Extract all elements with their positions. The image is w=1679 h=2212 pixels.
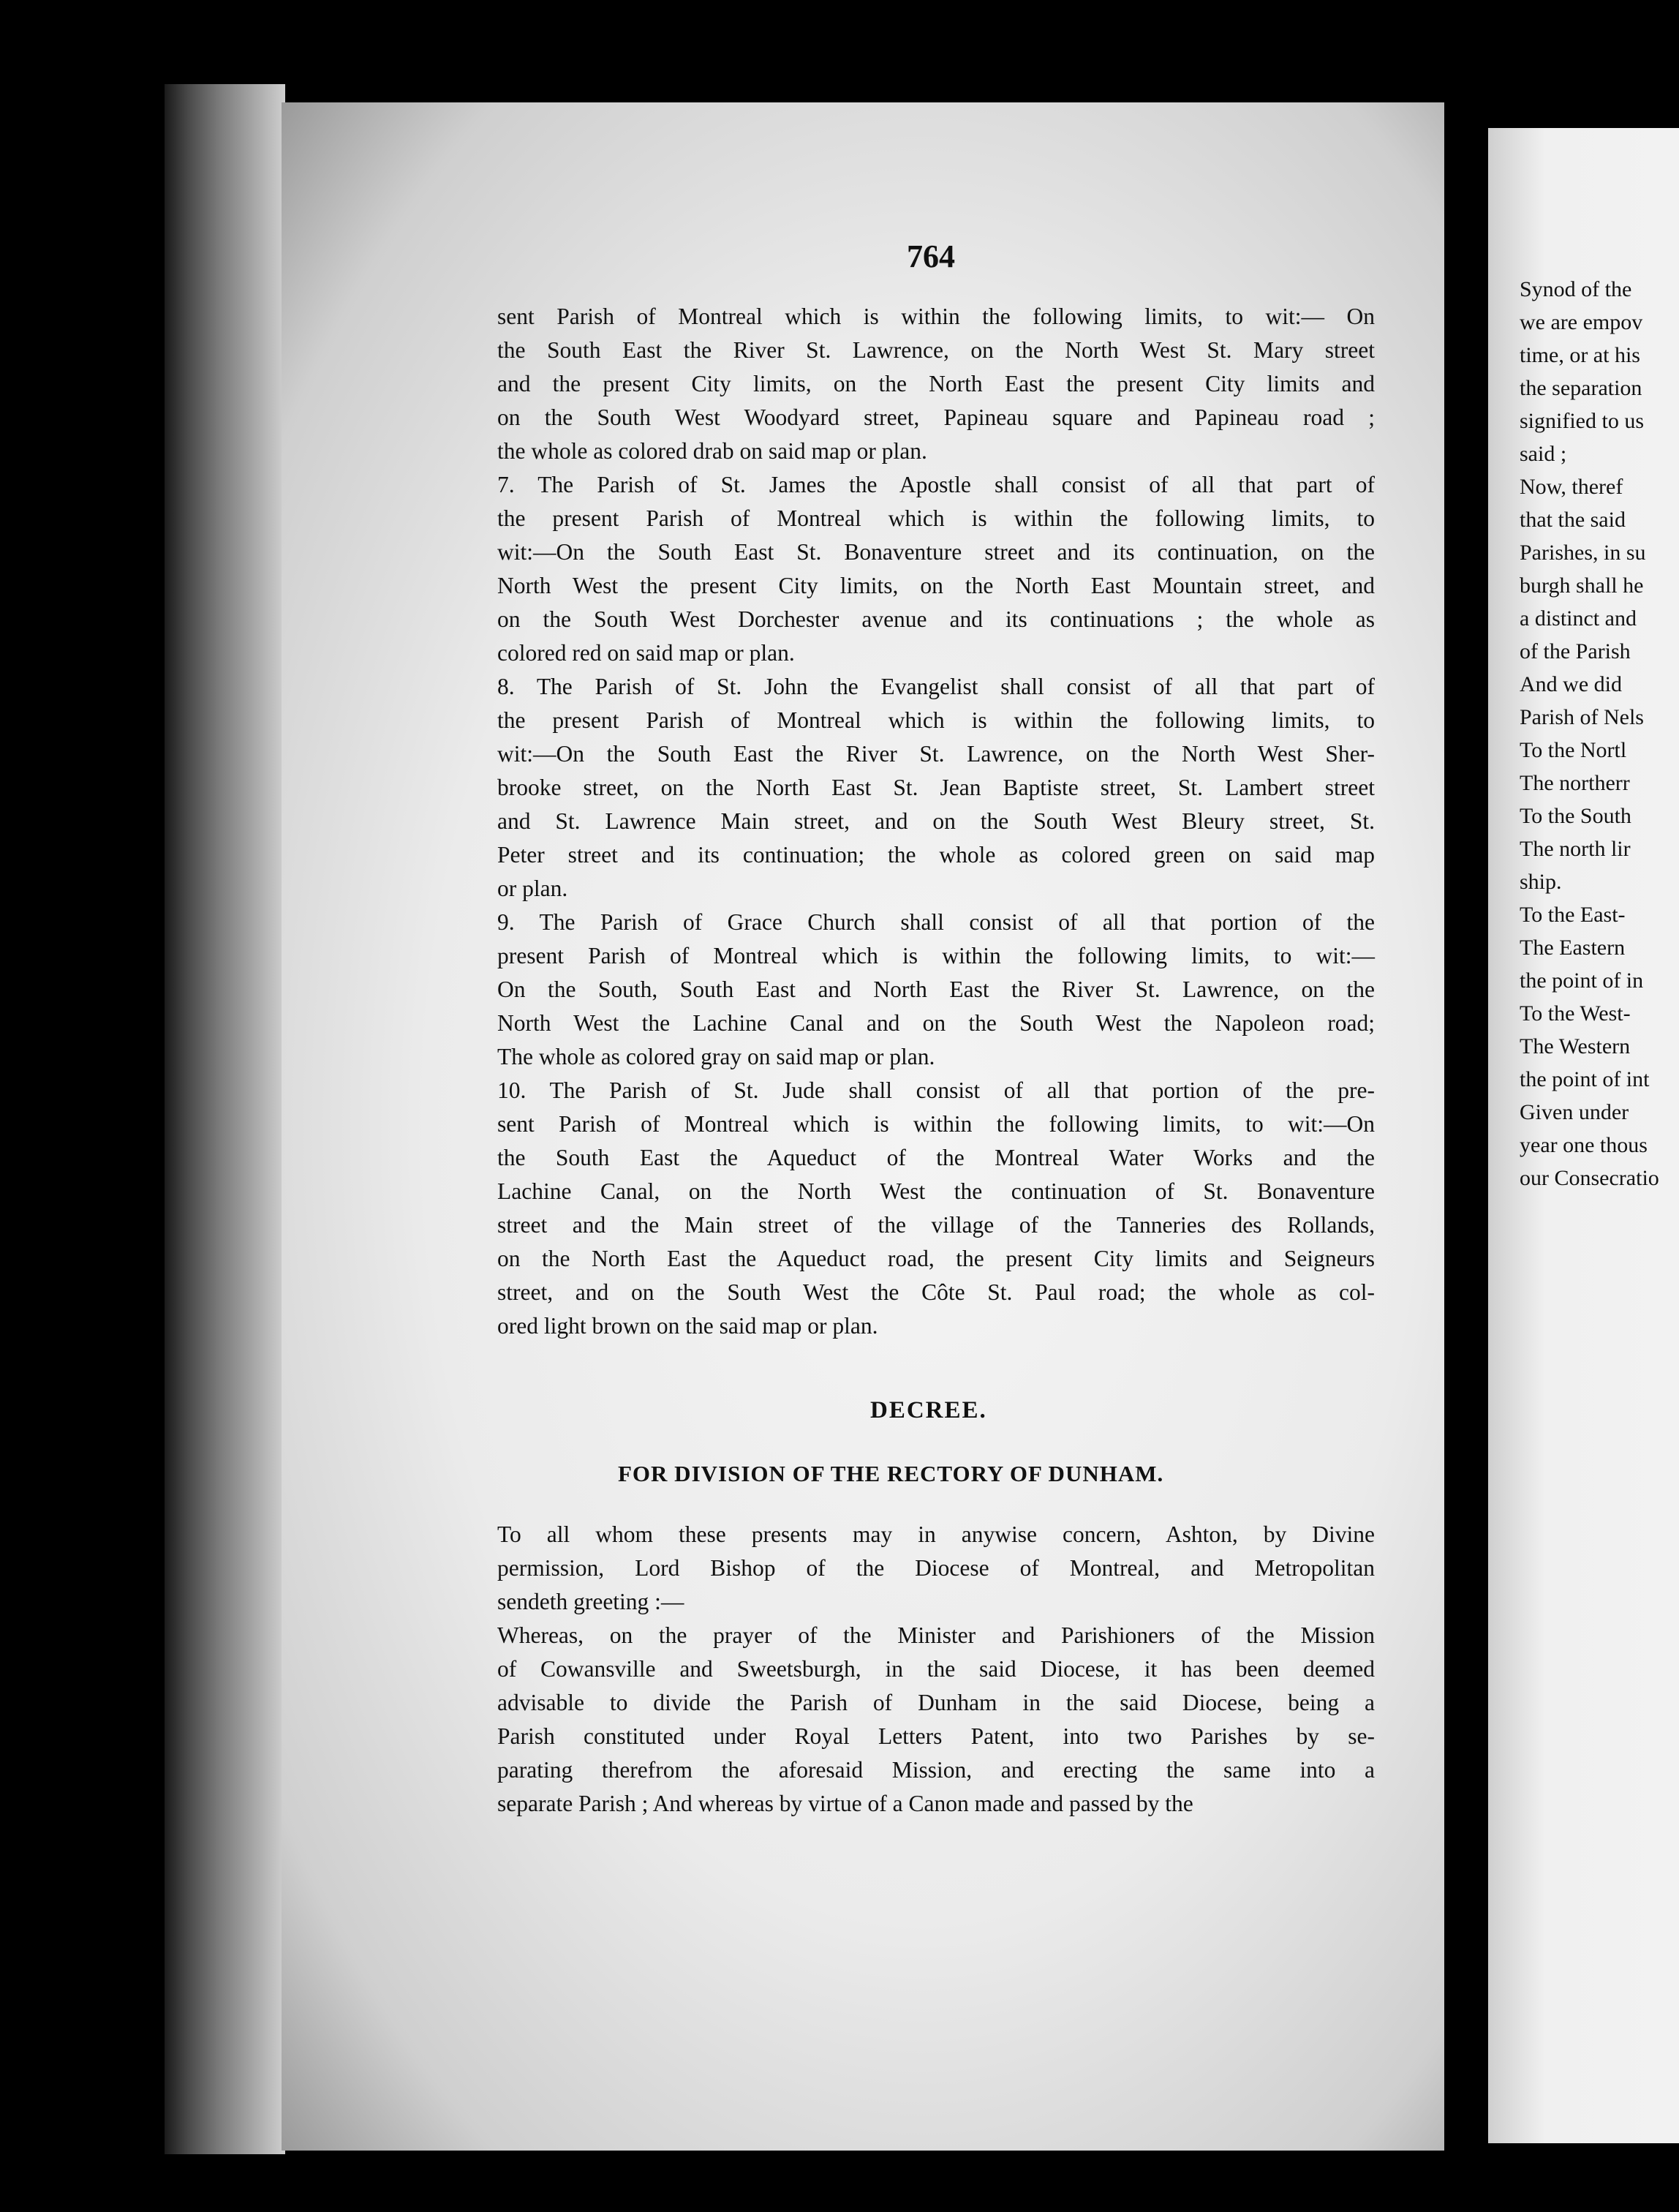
text-line: the present Parish of Montreal which is within the following limits, to <box>497 505 1375 531</box>
text-line: Parish constituted under Royal Letters Patent, into two Parishes by se- <box>497 1723 1375 1749</box>
page-gutter <box>1444 102 1488 2151</box>
book-binding <box>165 84 285 2154</box>
text-line: ship. <box>1520 870 1562 894</box>
text-line: signified to us <box>1520 409 1644 433</box>
text-line: The whole as colored gray on said map or plan. <box>497 1044 935 1069</box>
text-line: the present Parish of Montreal which is within the following limits, to <box>497 707 1375 733</box>
text-line: that the said <box>1520 508 1626 532</box>
text-line: of the Parish <box>1520 639 1631 663</box>
text-line: on the North East the Aqueduct road, the present City limits and Seigneurs <box>497 1246 1375 1271</box>
text-line: the whole as colored drab on said map or plan. <box>497 438 927 464</box>
text-line: on the South West Woodyard street, Papineau square and Papineau road ; <box>497 405 1375 430</box>
text-line: said ; <box>1520 442 1567 466</box>
text-line: permission, Lord Bishop of the Diocese of Montreal, and Metropolitan <box>497 1555 1375 1581</box>
text-line: the South East the Aqueduct of the Montreal Water Works and the <box>497 1145 1375 1170</box>
text-line: The Eastern <box>1520 936 1626 960</box>
text-line: 7. The Parish of St. James the Apostle shall consist of all that part of <box>497 472 1375 497</box>
text-line: wit:—On the South East St. Bonaventure street and its continuation, on the <box>497 539 1375 565</box>
text-line: 10. The Parish of St. Jude shall consist of all that portion of the pre- <box>497 1077 1375 1103</box>
text-line: To all whom these presents may in anywise concern, Ashton, by Divine <box>497 1521 1375 1547</box>
text-line: Given under <box>1520 1100 1629 1124</box>
text-line: Whereas, on the prayer of the Minister and Parishioners of the Mission <box>497 1622 1375 1648</box>
text-line: sent Parish of Montreal which is within the following limits, to wit:— On <box>497 304 1375 329</box>
text-line: a distinct and <box>1520 606 1637 631</box>
text-line: sent Parish of Montreal which is within the following limits, to wit:—On <box>497 1111 1375 1137</box>
text-line: The Western <box>1520 1034 1631 1058</box>
body-text-top <box>497 300 1375 1343</box>
text-line: year one thous <box>1520 1133 1648 1157</box>
text-line: North West the present City limits, on the North East Mountain street, and <box>497 573 1375 598</box>
text-line: and the present City limits, on the North East the present City limits and <box>497 371 1375 396</box>
text-line: 8. The Parish of St. John the Evangelist shall consist of all that part of <box>497 674 1375 699</box>
text-line: we are empov <box>1520 310 1643 334</box>
text-line: Now, theref <box>1520 475 1623 499</box>
text-line: The north lir <box>1520 837 1631 861</box>
text-line: To the South <box>1520 804 1631 828</box>
text-line: on the South West Dorchester avenue and its continuations ; the whole as <box>497 606 1375 632</box>
text-line: the point of in <box>1520 968 1644 993</box>
page-number: 764 <box>907 238 955 274</box>
text-line: ored light brown on the said map or plan. <box>497 1313 878 1339</box>
text-line: Lachine Canal, on the North West the continuation of St. Bonaventure <box>497 1178 1375 1204</box>
text-line: Parishes, in su <box>1520 541 1646 565</box>
decree-heading: DECREE. <box>870 1397 987 1423</box>
text-line: To the Nortl <box>1520 738 1627 762</box>
text-line: burgh shall he <box>1520 573 1644 598</box>
text-line: colored red on said map or plan. <box>497 640 795 666</box>
text-line: North West the Lachine Canal and on the South West the Napoleon road; <box>497 1010 1375 1036</box>
text-line: To the East- <box>1520 903 1626 927</box>
text-line: separate Parish ; And whereas by virtue of a Canon made and passed by the <box>497 1791 1193 1816</box>
text-line: And we did <box>1520 672 1622 696</box>
text-line: Synod of the <box>1520 277 1632 301</box>
text-line: Peter street and its continuation; the whole as colored green on said map <box>497 842 1375 868</box>
text-line: Parish of Nels <box>1520 705 1644 729</box>
text-line: or plan. <box>497 876 568 901</box>
text-line: The northerr <box>1520 771 1630 795</box>
decree-subheading: FOR DIVISION OF THE RECTORY OF DUNHAM. <box>618 1461 1164 1486</box>
text-line: time, or at his <box>1520 343 1640 367</box>
text-line: street and the Main street of the village of the Tanneries des Rollands, <box>497 1212 1375 1238</box>
text-line: advisable to divide the Parish of Dunham in the said Diocese, being a <box>497 1690 1375 1715</box>
text-line: the South East the River St. Lawrence, on the North West St. Mary street <box>497 337 1375 363</box>
text-line: wit:—On the South East the River St. Lawrence, on the North West Sher- <box>497 741 1375 767</box>
text-line: the point of int <box>1520 1067 1650 1091</box>
right-page-text <box>1520 273 1659 1195</box>
text-line: and St. Lawrence Main street, and on the South West Bleury street, St. <box>497 808 1375 834</box>
text-line: To the West- <box>1520 1001 1631 1026</box>
text-line: brooke street, on the North East St. Jean Baptiste street, St. Lambert street <box>497 775 1375 800</box>
text-line: street, and on the South West the Côte St. Paul road; the whole as col- <box>497 1279 1375 1305</box>
text-line: our Consecratio <box>1520 1166 1659 1190</box>
body-text-bottom <box>497 1518 1375 1821</box>
text-line: sendeth greeting :— <box>497 1589 684 1614</box>
text-line: 9. The Parish of Grace Church shall consist of all that portion of the <box>497 909 1375 935</box>
text-line: the separation <box>1520 376 1642 400</box>
text-line: of Cowansville and Sweetsburgh, in the said Diocese, it has been deemed <box>497 1656 1375 1682</box>
text-line: parating therefrom the aforesaid Mission, and erecting the same into a <box>497 1757 1375 1783</box>
text-line: On the South, South East and North East the River St. Lawrence, on the <box>497 977 1375 1002</box>
text-line: present Parish of Montreal which is within the following limits, to wit:— <box>497 943 1375 968</box>
